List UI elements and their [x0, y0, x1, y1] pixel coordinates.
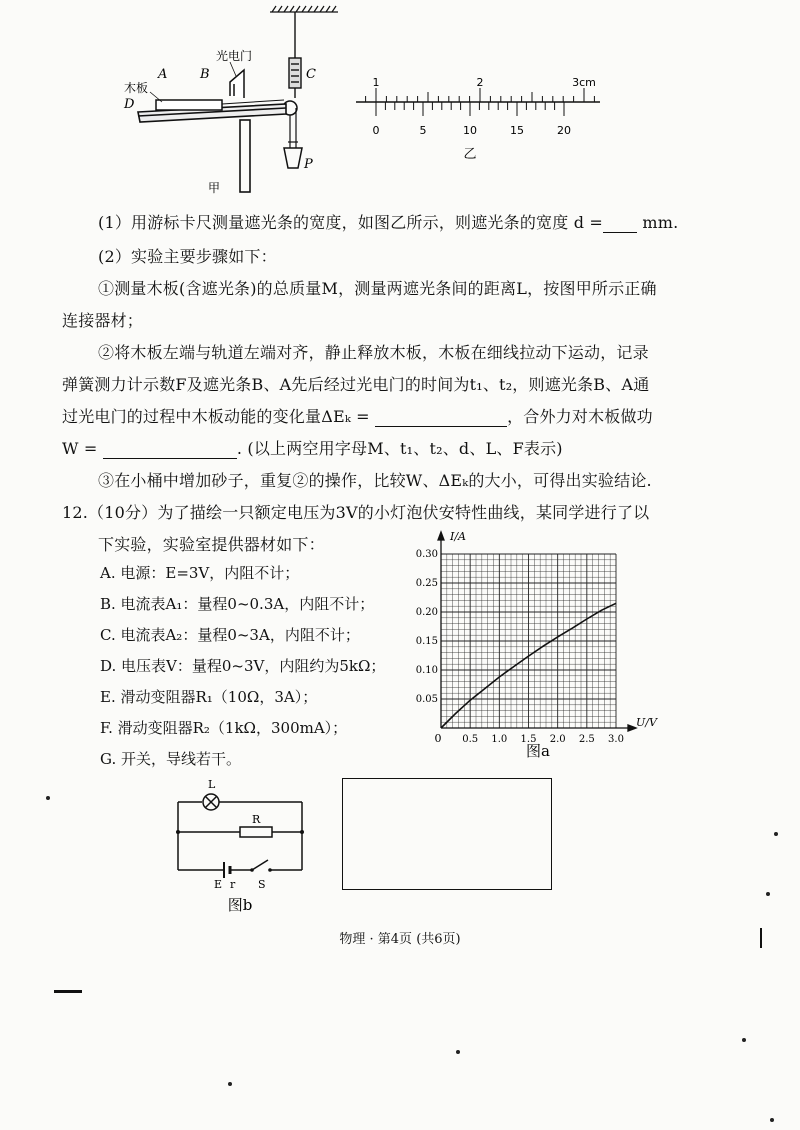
scan-dot	[742, 1038, 746, 1042]
scan-dot	[774, 832, 778, 836]
main-label-3: 3cm	[572, 76, 596, 89]
label-d: D	[124, 97, 135, 112]
x-tick-label: 3.0	[608, 734, 624, 745]
light-gate	[230, 70, 244, 98]
page-footer: 物理 · 第4页 (共6页)	[339, 932, 461, 947]
y-axis-label: I/A	[450, 530, 466, 543]
main-label-1: 1	[372, 76, 380, 89]
x-tick-label: 0.5	[462, 734, 479, 745]
caption-jia: 甲	[208, 181, 221, 195]
x-tick-label: 2.0	[549, 734, 566, 745]
blank-delta-ek[interactable]	[375, 407, 507, 427]
resistor-label: R	[252, 813, 261, 826]
q11-part1: (1）用游标卡尺测量遮光条的宽度，如图乙所示，则遮光条的宽度 d = mm.	[98, 213, 679, 232]
x-tick-label: 2.5	[578, 734, 595, 745]
option-e: E. 滑动变阻器R₁（10Ω，3A）；	[100, 688, 318, 706]
blank-d[interactable]	[603, 213, 637, 233]
option-b: B. 电流表A₁：量程0~0.3A，内阻不计；	[100, 595, 375, 613]
caption-b: 图b	[227, 896, 253, 914]
vernier-label-20: 20	[557, 124, 571, 137]
blank-work[interactable]	[103, 439, 237, 459]
scan-dot	[770, 1118, 774, 1122]
label-board: 木板	[124, 81, 149, 95]
main-label-2: 2	[476, 76, 484, 89]
option-f: F. 滑动变阻器R₂（1kΩ，300mA）；	[100, 719, 348, 737]
option-d: D. 电压表V：量程0~3V，内阻约为5kΩ；	[100, 657, 386, 675]
answer-box[interactable]	[342, 778, 552, 890]
y-tick-label: 0.10	[415, 665, 438, 676]
label-c: C	[306, 67, 316, 82]
ceiling-hatch	[270, 6, 338, 12]
y-tick-label: 0.15	[415, 636, 438, 647]
origin-label: 0	[434, 732, 442, 745]
board	[156, 100, 222, 110]
option-a: A. 电源：E=3V，内阻不计；	[100, 564, 300, 582]
label-gate: 光电门	[216, 49, 253, 63]
table-leg	[240, 120, 250, 192]
emf-label: E	[214, 878, 223, 891]
label-b: B	[200, 67, 210, 82]
q11-step1-line1: ①测量木板(含遮光条)的总质量M，测量两遮光条间的距离L，按图甲所示正确	[98, 279, 657, 298]
caliper-figure	[350, 70, 610, 166]
q12-line1: 12.（10分）为了描绘一只额定电压为3V的小灯泡伏安特性曲线，某同学进行了以	[62, 503, 650, 522]
q11-step2-line1: ②将木板左端与轨道左端对齐，静止释放木板，木板在细线拉动下运动，记录	[98, 343, 649, 362]
y-tick-label: 0.20	[415, 607, 438, 618]
scan-mark	[54, 990, 82, 993]
q12-line2: 下实验，实验室提供器材如下：	[98, 535, 325, 554]
x-tick-label: 1.5	[520, 734, 537, 745]
chart-title: 图a	[526, 742, 550, 760]
bucket	[284, 148, 302, 168]
vernier-label-10: 10	[463, 124, 477, 137]
apparatus-figure	[110, 0, 350, 200]
caption-yi: 乙	[463, 147, 477, 162]
y-tick-label: 0.25	[415, 578, 438, 589]
option-c: C. 电流表A₂：量程0~3A，内阻不计；	[100, 626, 360, 644]
iu-chart	[400, 526, 670, 766]
scan-dot	[456, 1050, 460, 1054]
q11-part2-intro: (2）实验主要步骤如下：	[98, 247, 277, 266]
q11-step2-line2: 弹簧测力计示数F及遮光条B、A先后经过光电门的时间为t₁、t₂，则遮光条B、A通	[62, 375, 650, 394]
vernier-label-5: 5	[419, 124, 427, 137]
circuit-figure	[170, 776, 310, 916]
x-tick-label: 1.0	[491, 734, 508, 745]
y-tick-label: 0.30	[415, 549, 438, 560]
label-a: A	[158, 67, 168, 82]
q11-step2-line3: 过光电门的过程中木板动能的变化量ΔEₖ = ，合外力对木板做功	[62, 407, 653, 426]
lamp-label: L	[208, 778, 216, 791]
vernier-label-0: 0	[372, 124, 380, 137]
scan-dot	[766, 892, 770, 896]
scan-dot	[46, 796, 50, 800]
option-g: G. 开关，导线若干。	[100, 750, 241, 768]
switch-label: S	[258, 878, 266, 891]
scan-dot	[228, 1082, 232, 1086]
x-axis-label: U/V	[636, 716, 657, 729]
q11-step2-line4: W = . (以上两空用字母M、t₁、t₂、d、L、F表示)	[62, 439, 563, 458]
spring-scale	[289, 12, 301, 98]
q11-step3: ③在小桶中增加砂子，重复②的操作，比较W、ΔEₖ的大小，可得出实验结论.	[98, 471, 652, 490]
q11-step1-line2: 连接器材；	[62, 311, 144, 330]
resistor-icon	[240, 827, 272, 837]
y-tick-label: 0.05	[415, 694, 438, 705]
scan-mark	[760, 928, 762, 948]
label-p: P	[304, 157, 313, 172]
switch-icon	[252, 860, 268, 870]
internal-r-label: r	[230, 878, 236, 891]
vernier-label-15: 15	[510, 124, 524, 137]
